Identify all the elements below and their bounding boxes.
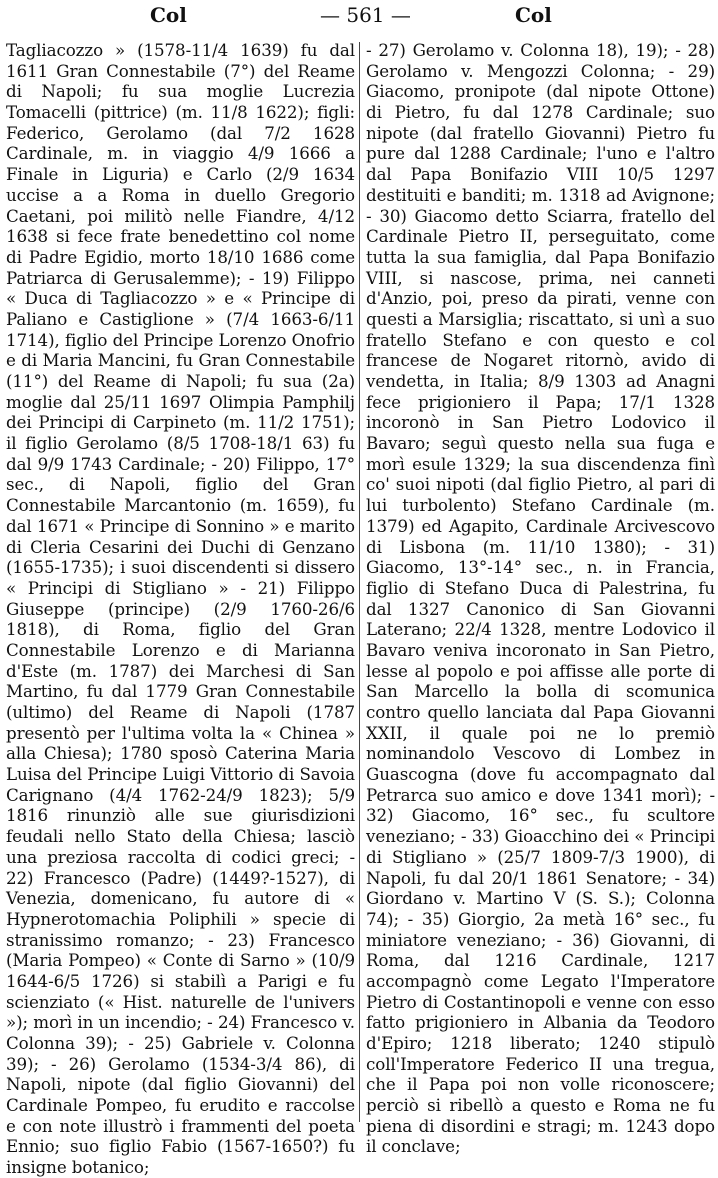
right-column-text: - 27) Gerolamo v. Colonna 18), 19); - 28) Gerolamo v. Mengozzi Colonna; - 29) Giacomo, pronipote (dal nipote Ottone) di Pietro, fu dal 1278 Cardinale; suo nipote (dal fratello Giovanni) Pietro fu pure dal 1288 Cardinale; l'uno e l'altro dal Papa Bonifazio VIII 10/5 1297 destituiti e banditi; m. 1318 ad Avignone; - 30) Giacomo detto Sciarra, fratello del Cardinale Pietro II, perseguitato, come tutta la sua famiglia, dal Papa Bonifazio VIII, si nascose, prima, nei canneti d'Anzio, poi, preso da pirati, venne con questi a Marsiglia; riscattato, si unì a suo fratello Stefano e con questo e col francese de Nogaret ritornò, avido di vendetta, in Italia; 8/9 1303 ad Anagni fece prigioniero il Papa; 17/1 1328 incoronò in San Pietro Lodovico il Bavaro; seguì questo nella sua fuga e morì esule 1329; la sua discendenza finì co' suoi nipoti (dal figlio Pietro, al pari di lui turbolento) Stefano Cardinale (m. 1379) ed Agapito, Cardinale Arcivescovo di Lisbona (m. 11/10 1380); - 31) Giacomo, 13°-14° sec., n. in Francia, figlio di Stefano Duca di Palestrina, fu dal 1327 Canonico di San Giovanni Laterano; 22/4 1328, mentre Lodovico il Bavaro veniva incoronato in San Pietro, lesse al popolo e poi affisse alle porte di San Marcello la bolla di scomunica contro quello lanciata dal Papa Giovanni XXII, il quale poi ne lo premiò nominandolo Vescovo di Lombez in Guascogna (dove fu accompagnato dal Petrarca suo amico e dove 1341 morì); - 32) Giacomo, 16° sec., fu scultore veneziano; - 33) Gioacchino dei « Principi di Stigliano » (25/7 1809-7/3 1900), di Napoli, fu dal 20/1 1861 Senatore; - 34) Giordano v. Martino V (S. S.); Colonna 74); - 35) Giorgio, 2a metà 16° sec., fu miniatore veneziano; - 36) Giovanni, di Roma, dal 1216 Cardinale, 1217 accompagnò come Legato l'Imperatore Pietro di Costantinopoli e venne con esso fatto prigioniero in Albania da Teodoro d'Epiro; 1218 liberato; 1240 stipulò coll'Imperatore Federico II una tregua, che il Papa poi non volle riconoscere; perciò si ribellò a questo e Roma ne fu piena di disordini e stragi; m. 1243 dopo il conclave; bbox=[366, 40, 715, 1157]
right-column bbox=[366, 40, 715, 1157]
page-number: — 561 — bbox=[320, 3, 411, 27]
left-column bbox=[6, 40, 355, 1178]
running-head-right: Col bbox=[515, 3, 552, 27]
page-header bbox=[0, 3, 718, 27]
column-divider bbox=[359, 42, 360, 1122]
running-head-left: Col bbox=[150, 3, 187, 27]
left-column-text: Tagliacozzo » (1578-11/4 1639) fu dal 1611 Gran Connestabile (7°) del Reame di Napoli; fu sua moglie Lucrezia Tomacelli (pittrice) (m. 11/8 1622); figli: Federico, Gerolamo (dal 7/2 1628 Cardinale, m. in viaggio 4/9 1666 a Finale in Liguria) e Carlo (2/9 1634 uccise a a Roma in duello Gregorio Caetani, poi militò nelle Fiandre, 4/12 1638 si fece frate benedettino col nome di Padre Egidio, morto 18/10 1686 come Patriarca di Gerusalemme); - 19) Filippo « Duca di Tagliacozzo » e « Principe di Paliano e Castiglione » (7/4 1663-6/11 1714), figlio del Principe Lorenzo Onofrio e di Maria Mancini, fu Gran Connestabile (11°) del Reame di Napoli; fu sua (2a) moglie dal 25/11 1697 Olimpia Pamphilj dei Principi di Carpineto (m. 11/2 1751); il figlio Gerolamo (8/5 1708-18/1 63) fu dal 9/9 1743 Cardinale; - 20) Filippo, 17° sec., di Napoli, figlio del Gran Connestabile Marcantonio (m. 1659), fu dal 1671 « Principe di Sonnino » e marito di Cleria Cesarini dei Duchi di Genzano (1655-1735); i suoi discendenti si dissero « Principi di Stigliano » - 21) Filippo Giuseppe (principe) (2/9 1760-26/6 1818), di Roma, figlio del Gran Connestabile Lorenzo e di Marianna d'Este (m. 1787) dei Marchesi di San Martino, fu dal 1779 Gran Connestabile (ultimo) del Reame di Napoli (1787 presentò per l'ultima volta la « Chinea » alla Chiesa); 1780 sposò Caterina Maria Luisa del Principe Luigi Vittorio di Savoia Carignano (4/4 1762-24/9 1823); 5/9 1816 rinunziò alle sue giurisdizioni feudali nello Stato della Chiesa; lasciò una preziosa raccolta di codici greci; - 22) Francesco (Padre) (1449?-1527), di Venezia, domenicano, fu autore di « Hypnerotomachia Poliphili » specie di stranissimo romanzo; - 23) Francesco (Maria Pompeo) « Conte di Sarno » (10/9 1644-6/5 1726) si stabilì a Parigi e fu scienziato (« Hist. naturelle de l'univers »); morì in un incendio; - 24) Francesco v. Colonna 39); - 25) Gabriele v. Colonna 39); - 26) Gerolamo (1534-3/4 86), di Napoli, nipote (dal figlio Giovanni) del Cardinale Pompeo, fu erudito e raccolse e con note illustrò i frammenti del poeta Ennio; suo figlio Fabio (1567-1650?) fu insigne botanico; bbox=[6, 40, 355, 1178]
